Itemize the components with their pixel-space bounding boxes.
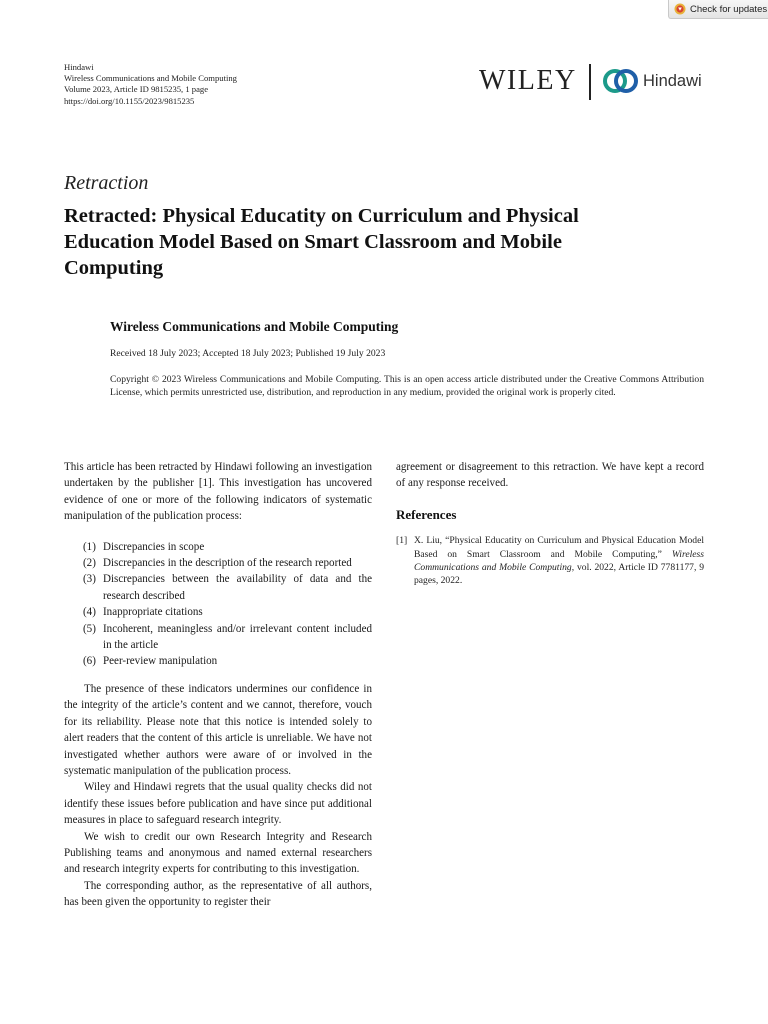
- list-item: (4) Inappropriate citations: [83, 606, 203, 619]
- list-item: (3) Discrepancies between the availability of data and the research described: [83, 573, 372, 602]
- journal-meta: [64, 62, 237, 107]
- list-item: (1) Discrepancies in scope: [83, 540, 205, 553]
- body-paragraph-5: The corresponding author, as the representative of all authors, has been given the opportunity to register their: [64, 879, 372, 909]
- intro-paragraph: This article has been retracted by Hindawi following an investigation undertaken by the publisher [1]. This investigation has uncovered evidence of one or more of the following indicators of systematic manipulation of the publication process:: [64, 461, 372, 523]
- body-left-column: [64, 459, 372, 911]
- journal-name: Wireless Communications and Mobile Computing: [64, 73, 237, 84]
- article-authors: Wireless Communications and Mobile Computing: [110, 319, 399, 334]
- article-title: Retracted: Physical Educatity on Curriculum and Physical Education Model Based on Smart Classroom and Mobile Computing: [64, 205, 579, 279]
- wiley-wordmark: WILEY: [479, 65, 577, 96]
- hindawi-wordmark: Hindawi: [643, 72, 702, 90]
- reference-text: X. Liu, “Physical Educatity on Curriculum and Physical Education Model Based on Smart Classroom and Mobile Computing,” Wireless Communications and Mobile Computing, vol. 2022, Article ID 7781177, 9 pages, 2022.: [414, 535, 705, 587]
- wiley-hindawi-logo: [479, 62, 709, 102]
- body-right-column: [396, 459, 704, 588]
- check-for-updates-label: Check for updates: [690, 3, 768, 15]
- logo-divider: [589, 64, 591, 100]
- check-for-updates-button[interactable]: [668, 0, 768, 19]
- indicator-list: [64, 539, 372, 670]
- body-paragraph-4: We wish to credit our own Research Integrity and Research Publishing teams and anonymous and named external researchers and research integrity experts for contributing to this investigation.: [64, 830, 372, 876]
- publisher-name: Hindawi: [64, 62, 94, 72]
- article-type: Retraction: [64, 172, 149, 194]
- list-item: (5) Incoherent, meaningless and/or irrelevant content included in the article: [83, 622, 372, 652]
- list-item: (2) Discrepancies in the description of the research reported: [83, 557, 352, 570]
- reference-item: [396, 534, 704, 588]
- body-paragraph-3: Wiley and Hindawi regrets that the usual quality checks did not identify these issues before publication and have since put additional measures in place to safeguard research integrity.: [64, 781, 372, 827]
- check-updates-icon: [674, 3, 686, 15]
- copyright-notice: Copyright © 2023 Wireless Communications and Mobile Computing. This is an open access article distributed under the Creative Commons Attribution License, which permits unrestricted use, distribution, and reproduction in any medium, provided the original work is properly cited.: [110, 374, 704, 399]
- volume-line: Volume 2023, Article ID 9815235, 1 page: [64, 84, 209, 95]
- reference-number: [1]: [396, 535, 408, 547]
- article-dates: Received 18 July 2023; Accepted 18 July 2023; Published 19 July 2023: [110, 348, 386, 359]
- reference-journal: Wireless Communications and Mobile Computing,: [414, 548, 704, 574]
- body-paragraph-2: The presence of these indicators undermines our confidence in the integrity of the article’s content and we cannot, therefore, vouch for its reliability. Please note that this notice is intended solely to alert readers that the content of this article is unreliable. We have not investigated whether authors were aware of or involved in the systematic manipulation of the publication process.: [64, 682, 372, 777]
- doi-link[interactable]: https://doi.org/10.1155/2023/9815235: [64, 95, 195, 106]
- hindawi-logo-icon: [603, 67, 639, 95]
- list-item: (6) Peer-review manipulation: [83, 655, 218, 668]
- body-paragraph-5-continued: agreement or disagreement to this retraction. We have kept a record of any response received.: [396, 461, 704, 490]
- references-heading: References: [396, 506, 457, 522]
